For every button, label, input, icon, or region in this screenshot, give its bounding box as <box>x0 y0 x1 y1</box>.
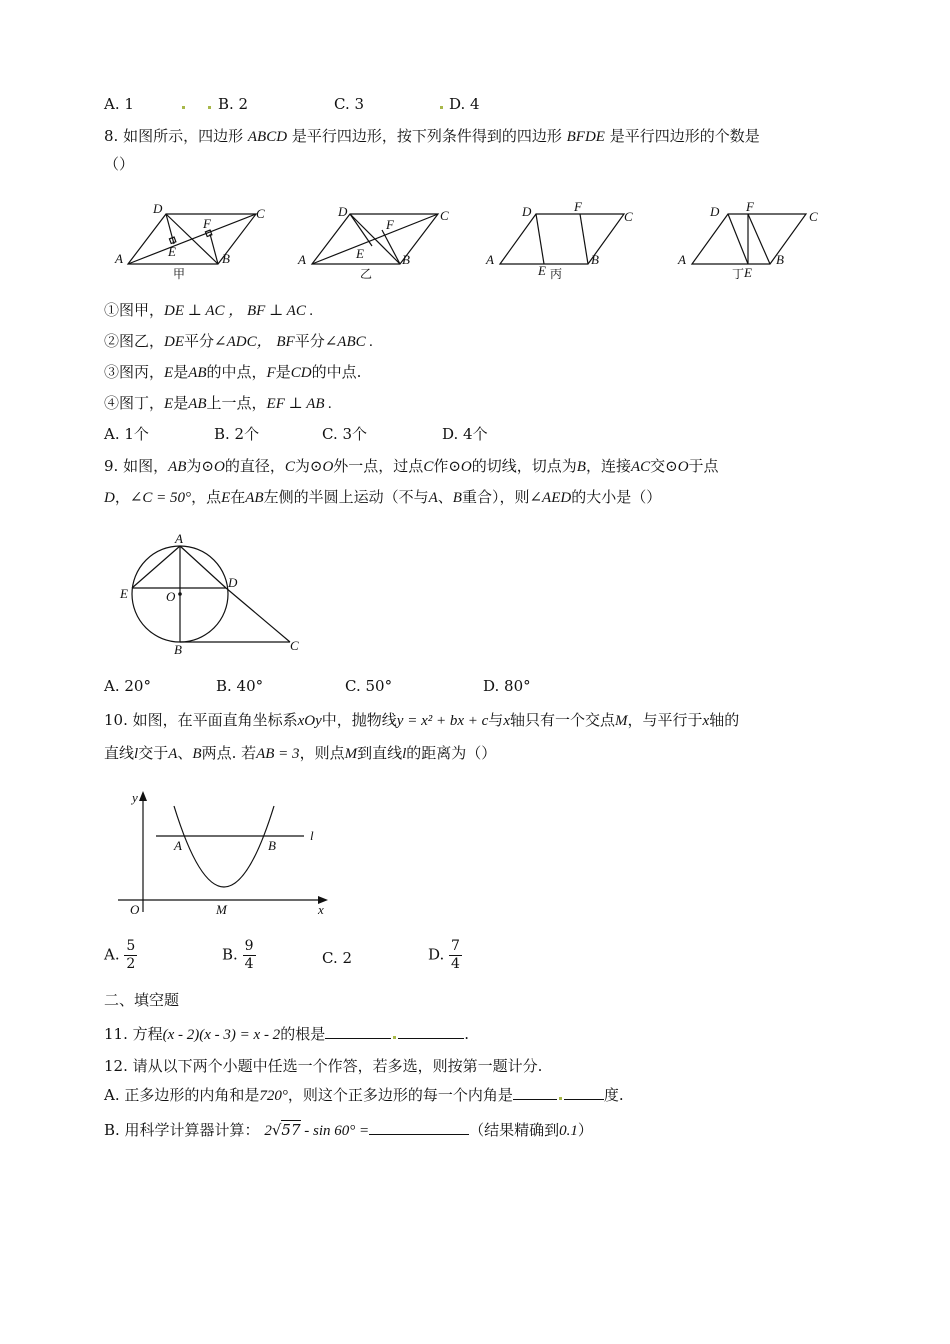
q12-stem: 12. 请从以下两个小题中任选一个作答，若多选，则按第一题计分. <box>104 1057 543 1075</box>
q12-part-a: A. 正多边形的内角和是720°，则这个正多边形的每一个内角是 度. <box>104 1086 624 1104</box>
q9-stem-line2: D，∠C = 50°，点E在AB左侧的半圆上运动（不与A、B重合），则∠AED的大小是（） <box>104 488 662 506</box>
q10-option-a: A. $\frac{5}{2}$ <box>104 938 136 972</box>
decorative-dot <box>208 106 211 109</box>
label-b: B <box>222 251 230 266</box>
label-y: y <box>132 790 138 805</box>
q9-option-c: C. 50° <box>345 677 393 695</box>
q8-condition-2: ②图乙，DE平分∠ADC， BF平分∠ABC . <box>104 332 374 350</box>
figure-ding <box>677 199 818 281</box>
q7-option-c: C. 3 <box>334 95 365 113</box>
q10-figure <box>110 788 340 922</box>
figure-jia <box>114 201 265 281</box>
answer-blank <box>564 1085 604 1100</box>
answer-blank <box>369 1120 469 1135</box>
answer-blank <box>325 1024 391 1039</box>
q10-option-b: B. $\frac{9}{4}$ <box>222 938 254 972</box>
q7-option-b: B. 2 <box>218 95 249 113</box>
label-d: D <box>228 575 238 590</box>
label-o: O <box>130 902 140 917</box>
q9-figure <box>110 526 320 660</box>
label-d: D <box>522 204 532 219</box>
label-a: A <box>298 252 306 267</box>
q9-stem-line1: 9. 如图，AB为⊙O的直径，C为⊙O外一点，过点C作⊙O的切线，切点为B，连接AC交⊙O于点 <box>104 457 719 475</box>
label-b: B <box>402 252 410 267</box>
decorative-dot <box>393 1036 396 1039</box>
decorative-dot <box>182 106 185 109</box>
label-d: D <box>153 201 163 216</box>
label-b: B <box>776 252 784 267</box>
decorative-dot <box>440 106 443 109</box>
label-e: E <box>744 265 752 280</box>
answer-blank <box>513 1085 557 1100</box>
q8-figures <box>110 196 870 288</box>
q7-option-a: A. 1 <box>104 95 134 113</box>
label-f: F <box>386 217 394 232</box>
figure-label-yi: 乙 <box>360 267 373 281</box>
q8-stem-line2: （） <box>104 155 135 173</box>
figure-yi <box>297 204 449 281</box>
q9-option-d: D. 80° <box>483 677 531 695</box>
q10-option-d: D. $\frac{7}{4}$ <box>428 938 460 972</box>
label-e: E <box>538 263 546 278</box>
q8-option-c: C. 3个 <box>322 425 368 443</box>
q10-option-c: C. 2 <box>322 949 353 967</box>
label-b: B <box>174 642 182 657</box>
q10-stem-line2: 直线l交于A、B两点. 若AB = 3，则点M到直线l的距离为（） <box>104 744 497 762</box>
label-e: E <box>120 586 128 601</box>
figure-label-bing: 丙 <box>550 267 563 281</box>
label-f: F <box>574 199 582 214</box>
label-e: E <box>356 246 364 261</box>
label-a: A <box>174 838 182 853</box>
label-a: A <box>115 251 123 266</box>
q8-stem: 8. 如图所示，四边形 ABCD 是平行四边形，按下列条件得到的四边形 BFDE 是平行四边形的个数是 <box>104 127 760 145</box>
answer-blank <box>398 1024 464 1039</box>
q9-option-b: B. 40° <box>216 677 264 695</box>
label-b: B <box>591 252 599 267</box>
figure-bing <box>485 199 633 281</box>
label-m: M <box>216 902 227 917</box>
q8-option-a: A. 1个 <box>104 425 149 443</box>
label-d: D <box>338 204 348 219</box>
q10-stem-line1: 10. 如图，在平面直角坐标系xOy中，抛物线y = x² + bx + c与x轴只有一个交点M，与平行于x轴的 <box>104 711 740 729</box>
q8-condition-3: ③图丙，E是AB的中点，F是CD的中点. <box>104 363 362 381</box>
figure-label-jia: 甲 <box>173 267 186 281</box>
label-a: A <box>486 252 494 267</box>
label-a: A <box>175 531 183 546</box>
label-x: x <box>318 902 324 917</box>
label-o: O <box>166 589 176 604</box>
label-c: C <box>624 209 633 224</box>
q8-condition-1: ①图甲，DE ⊥ AC ， BF ⊥ AC . <box>104 301 314 319</box>
q8-option-b: B. 2个 <box>214 425 260 443</box>
section-title: 二、填空题 <box>104 991 180 1009</box>
q9-option-a: A. 20° <box>104 677 151 695</box>
label-f: F <box>203 216 211 231</box>
decorative-dot <box>559 1097 562 1100</box>
q8-condition-4: ④图丁，E是AB上一点，EF ⊥ AB . <box>104 394 333 412</box>
label-l: l <box>310 828 314 843</box>
label-c: C <box>809 209 818 224</box>
q11: 11. 方程(x - 2)(x - 3) = x - 2的根是 . <box>104 1025 469 1043</box>
label-c: C <box>290 638 299 653</box>
label-b: B <box>268 838 276 853</box>
figure-label-ding: 丁 <box>732 267 745 281</box>
q8-option-d: D. 4个 <box>442 425 488 443</box>
label-d: D <box>710 204 720 219</box>
label-c: C <box>256 206 265 221</box>
label-e: E <box>168 244 176 259</box>
label-f: F <box>746 199 754 214</box>
label-a: A <box>678 252 686 267</box>
q12-part-b: B. 用科学计算器计算： 2√57 - sin 60° = （结果精确到0.1） <box>104 1121 593 1139</box>
q7-option-d: D. 4 <box>449 95 480 113</box>
label-c: C <box>440 208 449 223</box>
